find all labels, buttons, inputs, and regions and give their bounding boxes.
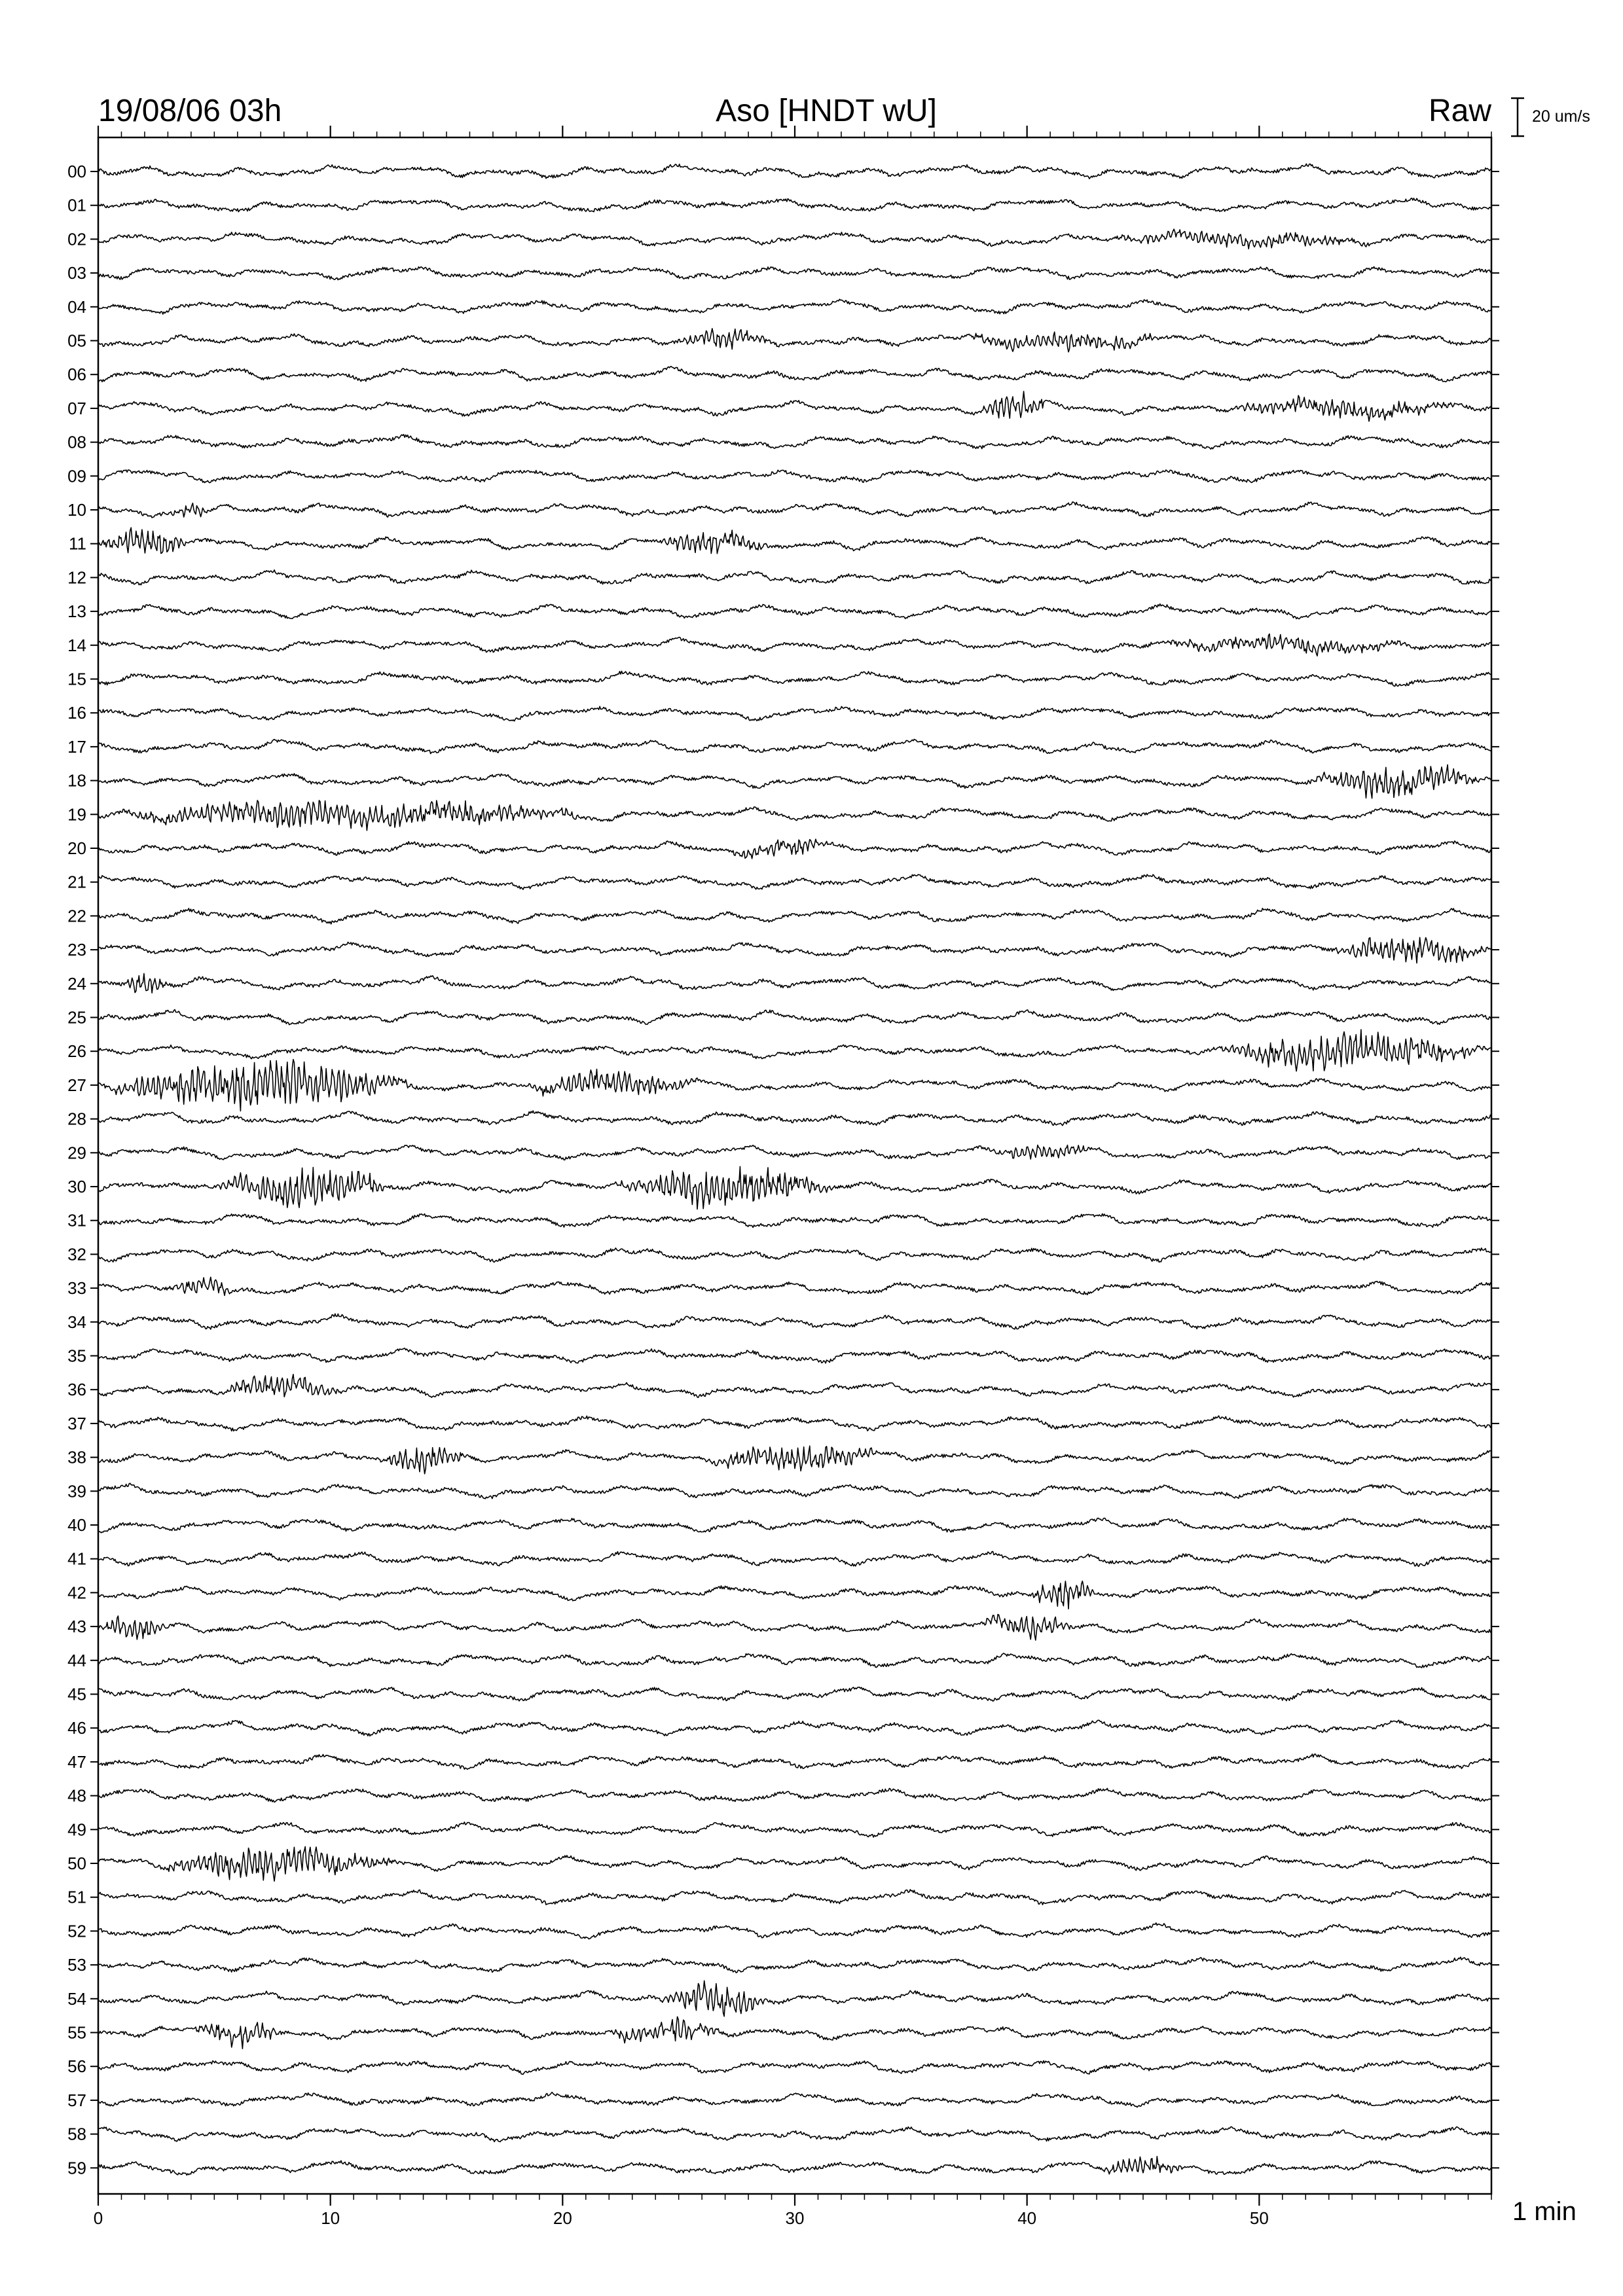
row-label-28: 28 <box>67 1109 86 1129</box>
row-label-46: 46 <box>67 1718 86 1738</box>
row-label-32: 32 <box>67 1244 86 1265</box>
row-label-13: 13 <box>67 601 86 622</box>
row-label-10: 10 <box>67 500 86 520</box>
x-tick-label-30: 30 <box>785 2208 805 2228</box>
row-label-08: 08 <box>67 432 86 452</box>
x-tick-label-40: 40 <box>1017 2208 1037 2228</box>
row-label-38: 38 <box>67 1447 86 1467</box>
row-label-34: 34 <box>67 1312 86 1332</box>
x-tick-label-10: 10 <box>321 2208 340 2228</box>
row-label-18: 18 <box>67 770 86 791</box>
mode-label: Raw <box>1428 94 1491 128</box>
row-label-05: 05 <box>67 331 86 351</box>
row-label-16: 16 <box>67 703 86 723</box>
row-label-50: 50 <box>67 1854 86 1873</box>
row-label-45: 45 <box>67 1684 86 1704</box>
row-label-06: 06 <box>67 365 86 385</box>
row-label-41: 41 <box>67 1549 86 1569</box>
row-label-43: 43 <box>67 1617 86 1637</box>
row-label-57: 57 <box>67 2090 86 2110</box>
row-label-02: 02 <box>67 229 86 249</box>
row-label-31: 31 <box>67 1210 86 1230</box>
row-label-56: 56 <box>67 2056 86 2077</box>
datetime-title: 19/08/06 03h <box>98 94 282 128</box>
row-label-23: 23 <box>67 940 86 960</box>
row-label-17: 17 <box>67 736 86 757</box>
row-label-00: 00 <box>67 162 86 181</box>
x-tick-label-0: 0 <box>93 2208 103 2228</box>
row-label-47: 47 <box>67 1751 86 1772</box>
row-label-44: 44 <box>67 1650 86 1670</box>
row-label-54: 54 <box>67 1988 86 2009</box>
x-axis-label: 1 min <box>1512 2197 1577 2226</box>
row-label-36: 36 <box>67 1380 86 1400</box>
row-label-14: 14 <box>67 635 86 655</box>
row-label-09: 09 <box>67 466 86 486</box>
row-label-19: 19 <box>67 804 86 825</box>
row-label-33: 33 <box>67 1278 86 1299</box>
row-label-11: 11 <box>69 533 86 554</box>
row-label-52: 52 <box>67 1921 86 1941</box>
row-label-29: 29 <box>67 1143 86 1163</box>
station-title: Aso [HNDT wU] <box>716 94 937 128</box>
scale-bar-label: 20 um/s <box>1532 107 1590 126</box>
x-tick-label-50: 50 <box>1249 2208 1269 2228</box>
row-label-55: 55 <box>67 2022 86 2043</box>
row-label-07: 07 <box>67 398 86 418</box>
row-label-15: 15 <box>67 669 86 689</box>
row-label-59: 59 <box>67 2158 86 2178</box>
row-label-42: 42 <box>67 1583 86 1603</box>
row-label-21: 21 <box>67 872 86 892</box>
row-label-39: 39 <box>67 1481 86 1501</box>
row-label-49: 49 <box>67 1820 86 1840</box>
row-label-01: 01 <box>67 195 86 215</box>
row-label-53: 53 <box>67 1955 86 1975</box>
row-label-40: 40 <box>67 1515 86 1535</box>
row-label-25: 25 <box>67 1007 86 1028</box>
row-label-22: 22 <box>67 906 86 926</box>
row-label-27: 27 <box>67 1075 86 1095</box>
row-label-20: 20 <box>67 838 86 858</box>
row-label-35: 35 <box>67 1346 86 1366</box>
x-tick-label-20: 20 <box>553 2208 572 2228</box>
row-label-51: 51 <box>67 1887 86 1907</box>
row-label-04: 04 <box>67 296 86 317</box>
row-label-37: 37 <box>67 1413 86 1433</box>
row-label-26: 26 <box>67 1041 86 1062</box>
row-label-58: 58 <box>67 2124 86 2144</box>
row-label-03: 03 <box>67 263 86 283</box>
row-label-24: 24 <box>67 973 86 994</box>
row-label-30: 30 <box>67 1177 86 1196</box>
row-label-48: 48 <box>67 1785 86 1806</box>
row-label-12: 12 <box>67 567 86 588</box>
